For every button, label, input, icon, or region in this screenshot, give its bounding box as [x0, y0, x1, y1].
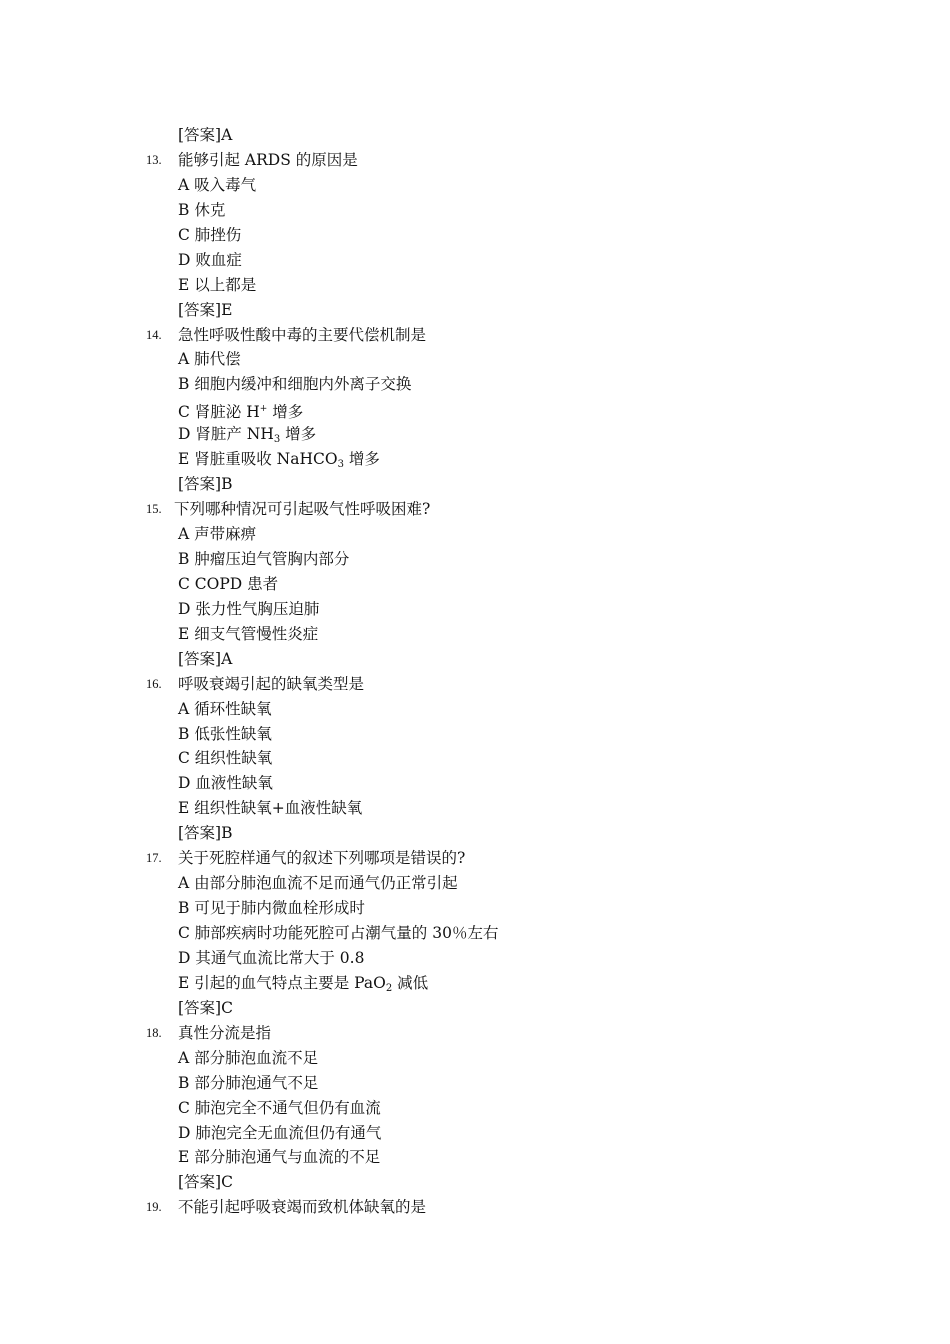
question-text: 呼吸衰竭引起的缺氧类型是	[178, 674, 365, 693]
answer-line	[0, 996, 950, 1021]
option-line	[0, 771, 950, 796]
option-line	[0, 896, 950, 921]
question-line	[0, 846, 950, 871]
option-text-suffix: 增多	[343, 450, 380, 469]
option-line	[0, 1121, 950, 1146]
option-text: A 肺代偿	[178, 350, 241, 369]
answer-text: [答案]A	[178, 649, 233, 668]
option-line	[0, 273, 950, 298]
option-line	[0, 522, 950, 547]
option-line	[0, 921, 950, 946]
subscript: 3	[337, 459, 344, 471]
option-text: C COPD 患者	[178, 574, 279, 593]
option-text: A 由部分肺泡血流不足而通气仍正常引起	[178, 874, 458, 893]
option-text: D 肾脏产 NH	[178, 425, 274, 444]
question-text: 下列哪种情况可引起吸气性呼吸困难?	[174, 500, 431, 519]
option-line	[0, 1046, 950, 1071]
option-text: B 肿瘤压迫气管胸内部分	[178, 549, 350, 568]
question-line	[0, 323, 950, 348]
option-line	[0, 447, 950, 472]
option-line	[0, 547, 950, 572]
subscript: 2	[385, 982, 393, 994]
option-line	[0, 796, 950, 821]
option-line	[0, 572, 950, 597]
option-text: E 部分肺泡通气与血流的不足	[178, 1148, 381, 1167]
option-line	[0, 223, 950, 248]
question-line	[0, 148, 950, 173]
option-text: C 组织性缺氧	[178, 749, 273, 768]
subscript: 3	[273, 434, 281, 446]
question-number: 15.	[146, 502, 162, 517]
option-text: B 可见于肺内微血栓形成时	[178, 899, 365, 918]
option-line	[0, 1071, 950, 1096]
option-text: B 休克	[178, 200, 226, 219]
question-text: 能够引起 ARDS 的原因是	[178, 150, 358, 169]
option-text: B 部分肺泡通气不足	[178, 1073, 319, 1092]
question-text: 真性分流是指	[178, 1023, 272, 1042]
option-text: E 细支气管慢性炎症	[178, 624, 319, 643]
question-line	[0, 1195, 950, 1220]
answer-line	[0, 472, 950, 497]
option-text: A 部分肺泡血流不足	[178, 1048, 319, 1067]
option-line	[0, 173, 950, 198]
question-number: 17.	[146, 851, 162, 866]
option-line	[0, 1145, 950, 1170]
option-text: E 肾脏重吸收 NaHCO	[178, 450, 338, 469]
option-text: C 肺部疾病时功能死腔可占潮气量的 30％左右	[178, 924, 499, 942]
question-number: 18.	[146, 1025, 162, 1040]
option-text: C 肺泡完全不通气但仍有血流	[178, 1098, 381, 1117]
answer-text: [答案]B	[178, 824, 233, 843]
option-text: A 吸入毒气	[178, 175, 257, 194]
answer-line	[0, 123, 950, 148]
option-text: E 组织性缺氧+血液性缺氧	[178, 799, 363, 818]
option-text: D 其通气血流比常大于 0.8	[178, 948, 365, 967]
option-text: D 肺泡完全无血流但仍有通气	[178, 1123, 382, 1142]
option-line	[0, 597, 950, 622]
question-text: 急性呼吸性酸中毒的主要代偿机制是	[178, 325, 427, 344]
answer-line	[0, 647, 950, 672]
answer-text: [答案]C	[178, 1173, 233, 1192]
option-line	[0, 871, 950, 896]
option-line	[0, 971, 950, 996]
question-number: 14.	[146, 327, 162, 342]
question-number: 13.	[146, 152, 162, 167]
answer-text: [答案]A	[178, 126, 233, 144]
superscript: +	[259, 404, 268, 415]
answer-line	[0, 821, 950, 846]
answer-line	[0, 298, 950, 323]
option-text: B 低张性缺氧	[178, 724, 272, 743]
option-line	[0, 248, 950, 273]
question-number: 16.	[146, 676, 162, 691]
option-text: E 引起的血气特点主要是 PaO	[178, 973, 386, 992]
question-text: 不能引起呼吸衰竭而致机体缺氧的是	[178, 1198, 427, 1217]
option-line	[0, 746, 950, 771]
option-line	[0, 722, 950, 747]
answer-text: [答案]E	[178, 300, 233, 319]
option-line	[0, 622, 950, 647]
answer-text: [答案]C	[178, 998, 233, 1017]
option-text: A 声带麻痹	[178, 525, 257, 543]
option-line	[0, 1096, 950, 1121]
option-text-suffix: 增多	[267, 403, 304, 422]
option-text: C 肾脏泌 H	[178, 403, 260, 422]
option-text: A 循环性缺氧	[178, 699, 272, 718]
option-line	[0, 946, 950, 971]
option-text: C 肺挫伤	[178, 225, 242, 244]
option-text: B 细胞内缓冲和细胞内外离子交换	[178, 375, 412, 394]
option-text: D 血液性缺氧	[178, 774, 273, 793]
option-text: D 败血症	[178, 250, 242, 269]
question-line	[0, 1021, 950, 1046]
answer-text: [答案]B	[178, 475, 233, 494]
option-text: D 张力性气胸压迫肺	[178, 599, 320, 618]
question-number: 19.	[146, 1200, 162, 1215]
answer-line	[0, 1170, 950, 1195]
option-line	[0, 422, 950, 447]
option-text-suffix: 减低	[392, 973, 429, 992]
option-line	[0, 198, 950, 223]
option-text: E 以上都是	[178, 275, 257, 294]
question-text: 关于死腔样通气的叙述下列哪项是错误的?	[178, 849, 466, 868]
question-line	[0, 672, 950, 697]
option-line	[0, 697, 950, 722]
question-line	[0, 497, 950, 522]
option-line	[0, 397, 950, 422]
option-text-suffix: 增多	[280, 425, 317, 444]
question-list	[0, 123, 950, 1220]
option-line	[0, 347, 950, 372]
option-line	[0, 372, 950, 397]
